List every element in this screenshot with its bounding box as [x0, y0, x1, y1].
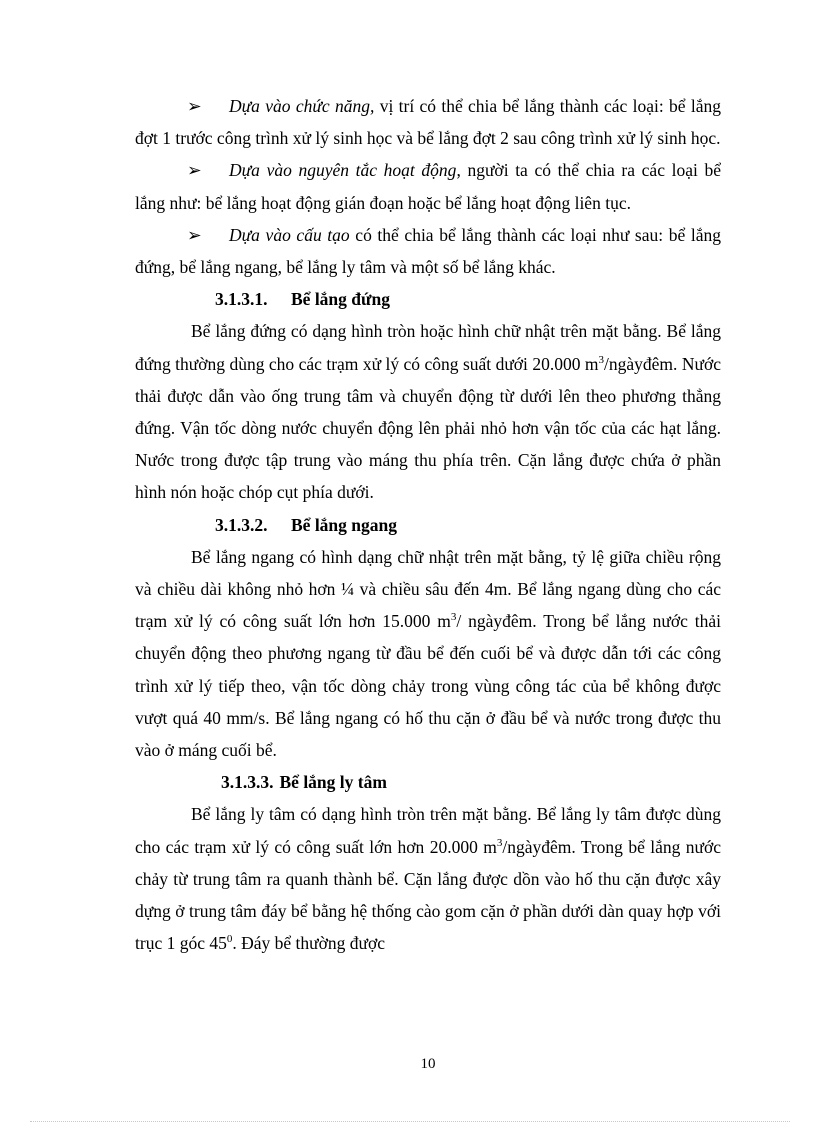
bullet-text: , người ta có thể chia ra các loại bể lắng như: bể lắng hoạt động gián đoạn hoặc bể lắng hoạt động liên tục. — [135, 160, 721, 213]
section-title: Bể lắng đứng — [291, 289, 391, 310]
paragraph-text: Bể lắng ly tâm có dạng hình tròn trên mặt bằng. Bể lắng ly tâm được dùng cho các trạm xử lý có công suất lớn hơn 20.000 m — [135, 804, 721, 857]
section-number: 3.1.3.3. — [221, 772, 274, 793]
bullet-item — [135, 219, 721, 283]
section-title: Bể lắng ngang — [291, 514, 397, 535]
section-paragraph — [135, 315, 721, 508]
paragraph-text: . Đáy bể thường được — [232, 933, 386, 954]
arrow-bullet-icon: ➢ — [187, 160, 202, 181]
paragraph-text: /ngàyđêm. Trong bể lắng nước chảy từ trung tâm ra quanh thành bể. Cặn lắng được dồn vào hố thu cặn được xây dựng ở trung tâm đáy bể bằng hệ thống cào gom cặn ở phần dưới dàn quay hợp với trục 1 góc 45 — [135, 836, 721, 954]
superscript: 3 — [598, 353, 605, 366]
section-heading — [135, 509, 721, 541]
section-paragraph — [135, 798, 721, 959]
page-content — [135, 90, 721, 959]
section-number: 3.1.3.2. — [215, 514, 268, 535]
superscript: 3 — [496, 836, 503, 849]
bullet-italic-lead: Dựa vào nguyên tắc hoạt động — [229, 160, 457, 181]
section-number: 3.1.3.1. — [215, 289, 268, 310]
paragraph-text: Bể lắng đứng có dạng hình tròn hoặc hình chữ nhật trên mặt bằng. Bể lắng đứng thường dùng cho các trạm xử lý có công suất dưới 20.000 m — [135, 321, 721, 374]
arrow-bullet-icon: ➢ — [187, 96, 202, 116]
arrow-bullet-icon: ➢ — [187, 224, 202, 245]
section-paragraph — [135, 541, 721, 766]
superscript: 0 — [226, 933, 233, 946]
bullet-item — [135, 90, 721, 154]
superscript: 3 — [450, 611, 457, 624]
bullet-item — [135, 154, 721, 218]
bullet-italic-lead: Dựa vào cấu tạo — [229, 224, 350, 245]
section-heading — [135, 766, 721, 798]
section-title: Bể lắng ly tâm — [279, 772, 387, 793]
bullet-text: vị trí có thể chia bể lắng thành các loại: bể lắng đợt 1 trước công trình xử lý sinh học và bể lắng đợt 2 sau công trình xử lý sinh học. — [135, 96, 721, 149]
bullet-text: có thể chia bể lắng thành các loại như sau: bể lắng đứng, bể lắng ngang, bể lắng ly tâm và một số bể lắng khác. — [135, 224, 721, 278]
page-bottom-divider — [30, 1121, 790, 1122]
section-heading — [135, 283, 721, 315]
bullet-italic-lead: Dựa vào chức năng, — [229, 96, 375, 116]
paragraph-text: Bể lắng ngang có hình dạng chữ nhật trên mặt bằng, tỷ lệ giữa chiều rộng và chiều dài không nhỏ hơn ¼ và chiều sâu đến 4m. Bể lắng ngang dùng cho các trạm xử lý có công suất lớn hơn 15.000 m — [135, 546, 721, 632]
paragraph-text: /ngàyđêm. Nước thải được dẫn vào ống trung tâm và chuyển động từ dưới lên theo phương thẳng đứng. Vận tốc dòng nước chuyển động lên phải nhỏ hơn vận tốc của các hạt lắng. Nước trong được tập trung vào máng thu phía trên. Cặn lắng được chứa ở phần hình nón hoặc chóp cụt phía dưới. — [135, 353, 721, 503]
page-number: 10 — [420, 1056, 436, 1072]
paragraph-text: / ngàyđêm. Trong bể lắng nước thải chuyển động theo phương ngang từ đầu bể đến cuối bể và được dẫn tới các công trình xử lý tiếp theo, vận tốc dòng chảy trong vùng công tác của bể không được vượt quá 40 mm/s. Bể lắng ngang có hố thu cặn ở đầu bể và nước trong được thu vào ở máng cuối bể. — [135, 611, 721, 761]
